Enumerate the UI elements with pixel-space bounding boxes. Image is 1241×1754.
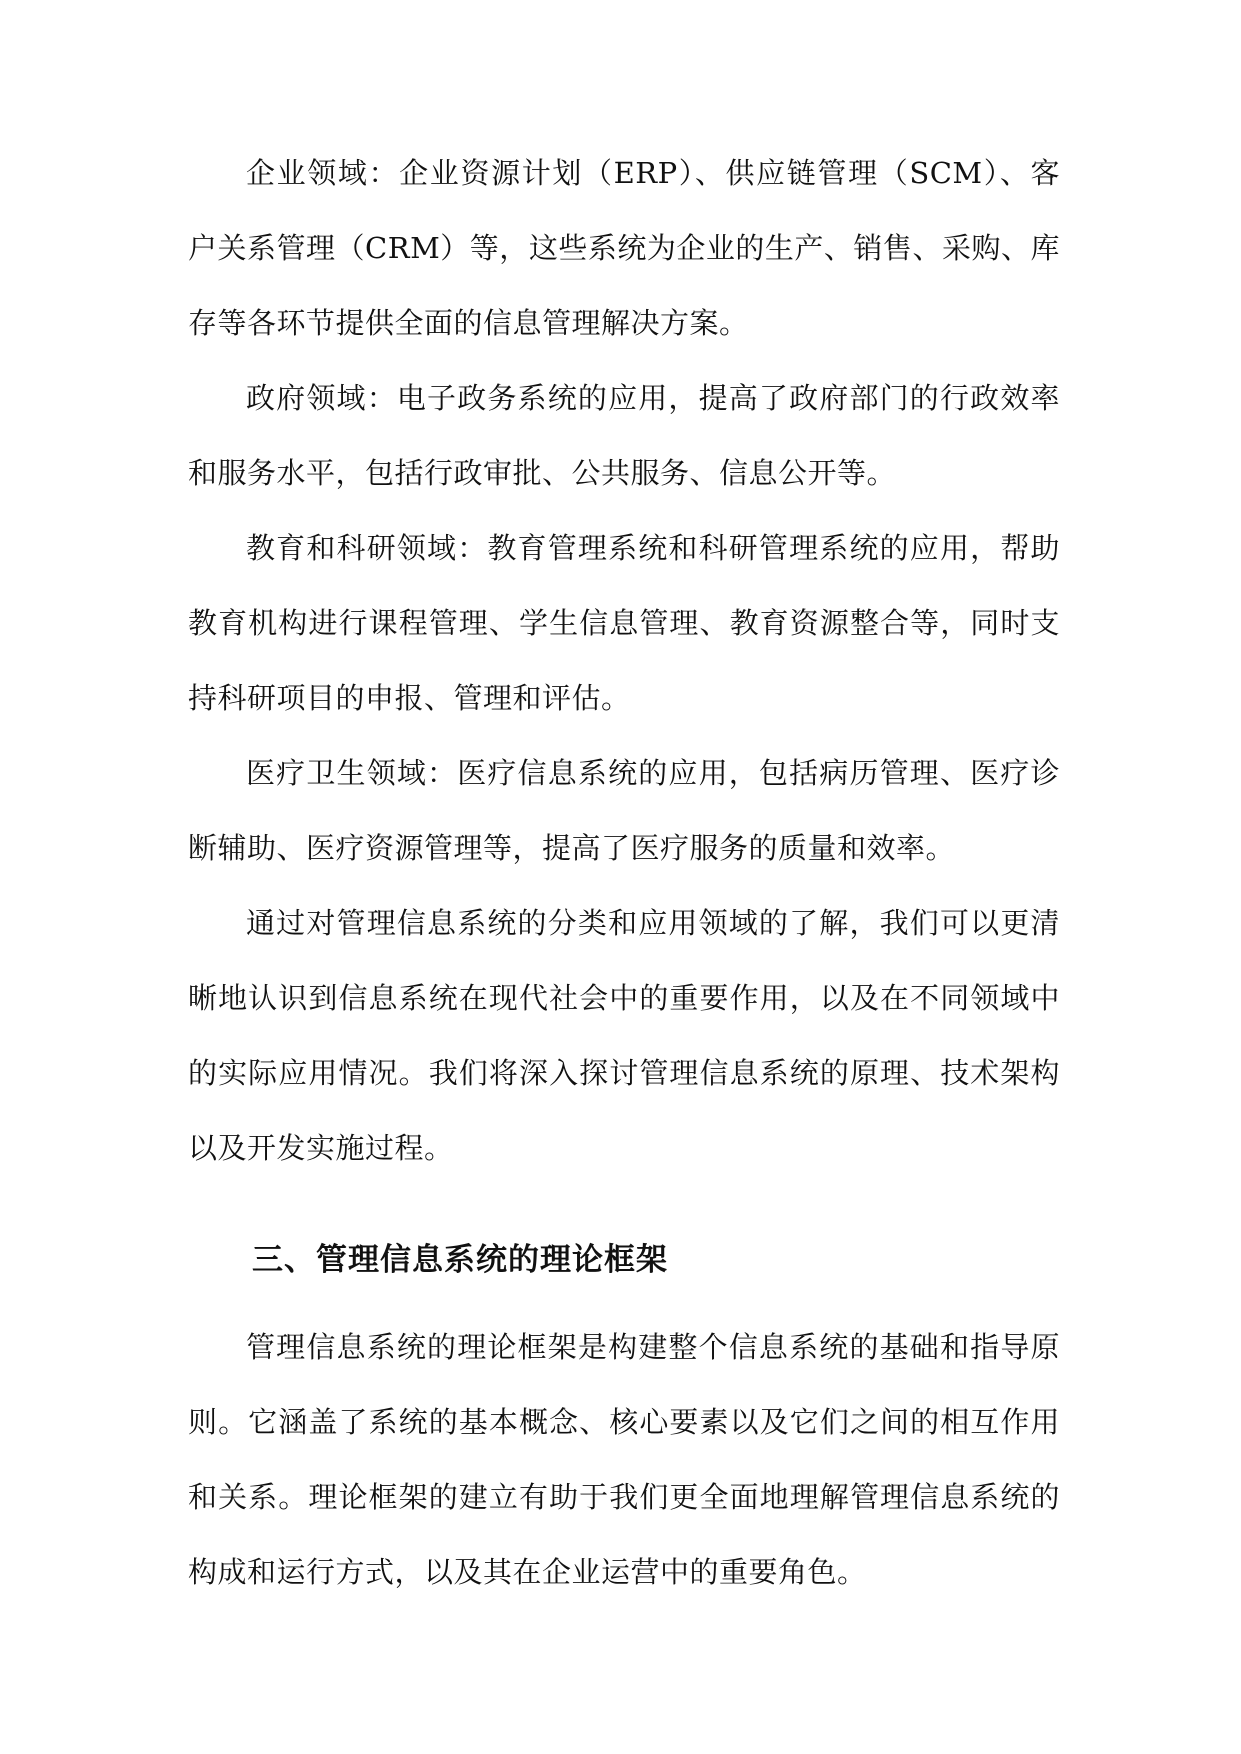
paragraph-healthcare: 医疗卫生领域：医疗信息系统的应用，包括病历管理、医疗诊断辅助、医疗资源管理等，提高了医疗服务的质量和效率。	[188, 756, 1060, 865]
paragraph-summary: 通过对管理信息系统的分类和应用领域的了解，我们可以更清晰地认识到信息系统在现代社会中的重要作用，以及在不同领域中的实际应用情况。我们将深入探讨管理信息系统的原理、技术架构以及开发实施过程。	[188, 906, 1060, 1165]
paragraph-government: 政府领域：电子政务系统的应用，提高了政府部门的行政效率和服务水平，包括行政审批、公共服务、信息公开等。	[188, 381, 1060, 490]
section-heading: 三、管理信息系统的理论框架	[252, 1242, 668, 1278]
paragraph-section-intro: 管理信息系统的理论框架是构建整个信息系统的基础和指导原则。它涵盖了系统的基本概念、核心要素以及它们之间的相互作用和关系。理论框架的建立有助于我们更全面地理解管理信息系统的构成和运行方式，以及其在企业运营中的重要角色。	[188, 1330, 1060, 1589]
paragraph-education: 教育和科研领域：教育管理系统和科研管理系统的应用，帮助教育机构进行课程管理、学生信息管理、教育资源整合等，同时支持科研项目的申报、管理和评估。	[188, 531, 1060, 715]
paragraph-enterprise: 企业领域：企业资源计划（ERP）、供应链管理（SCM）、客户关系管理（CRM）等，这些系统为企业的生产、销售、采购、库存等各环节提供全面的信息管理解决方案。	[188, 156, 1060, 340]
